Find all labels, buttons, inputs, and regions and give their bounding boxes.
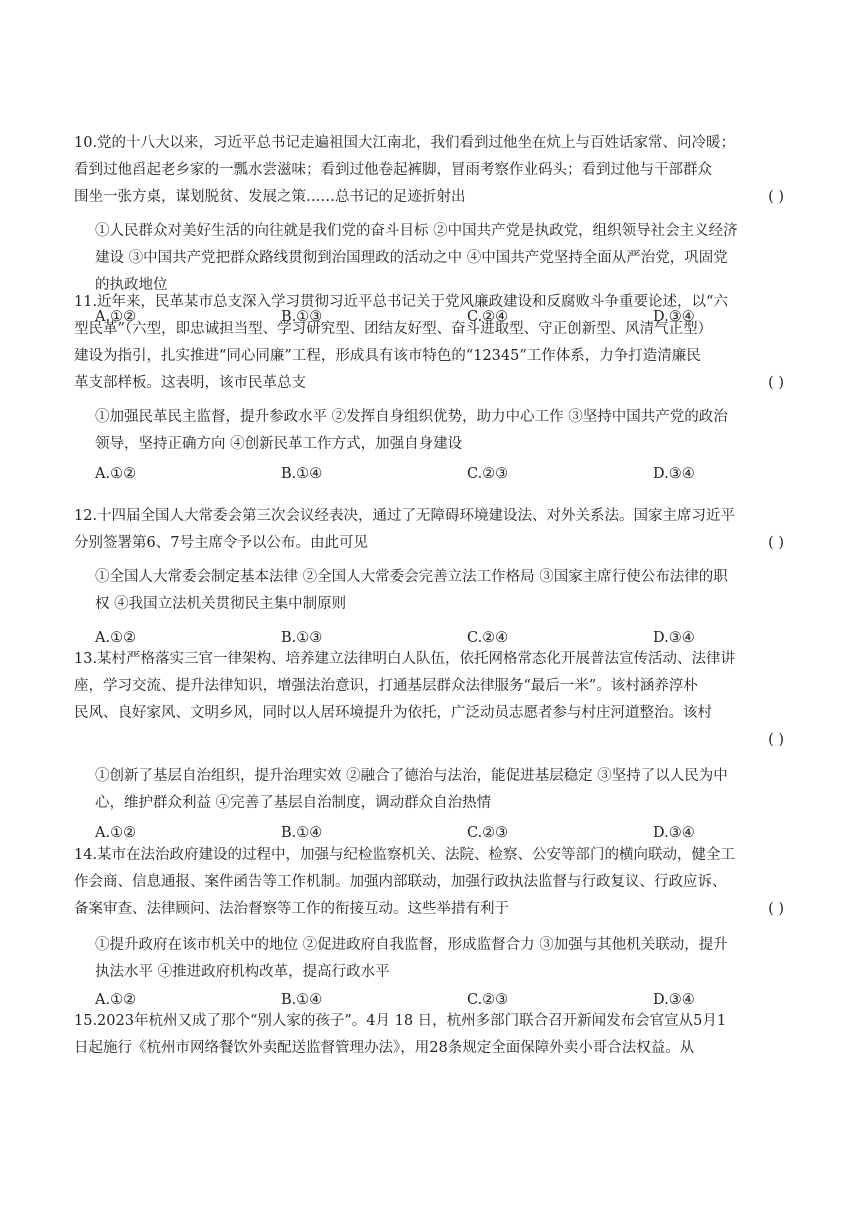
question-11-stem-text: 革支部样板。这表明，该市民革总支 <box>74 375 306 391</box>
question-12-stem-text: 分别签署第6、7号主席令予以公布。由此可见 <box>74 535 368 551</box>
choice-c[interactable]: C.②③ <box>467 825 509 841</box>
question-15-stem-line: 15.2023年杭州又成了那个“别人家的孩子”。4月 18 日，杭州多部门联合召开新闻发布会官宣从5月1 <box>74 1013 727 1029</box>
question-13 <box>74 646 784 847</box>
answer-bracket: ( ) <box>768 901 784 917</box>
choice-c[interactable]: C.②③ <box>467 992 509 1008</box>
question-11 <box>74 289 784 488</box>
question-14-stem-line <box>74 896 784 923</box>
question-14-option-line: 执法水平 ④推进政府机构改革，提高行政水平 <box>95 964 390 980</box>
question-11-stem-line: 建设为指引，扎实推进“同心同廉”工程，形成具有该市特色的“12345”工作体系，力争打造清廉民 <box>74 348 701 364</box>
question-14-stem-text: 备案审查、法律顾问、法治督察等工作的衔接互动。这些举措有利于 <box>74 901 509 917</box>
question-12-option-line: 权 ④我国立法机关贯彻民主集中制原则 <box>95 596 347 612</box>
choice-c[interactable]: C.②④ <box>467 309 509 325</box>
choice-b[interactable]: B.①④ <box>281 992 323 1008</box>
question-13-stem-line: 座，学习交流、提升法律知识，增强法治意识，打通基层群众法律服务“最后一米”。该村涵养淳朴 <box>74 678 698 694</box>
choice-c[interactable]: C.②③ <box>467 466 509 482</box>
answer-bracket: ( ) <box>768 535 784 551</box>
question-13-stem-line: 民风、良好家风、文明乡风，同时以人居环境提升为依托，广泛动员志愿者参与村庄河道整治。该村 <box>74 705 712 721</box>
question-11-option-line: 领导，坚持正确方向 ④创新民革工作方式，加强自身建设 <box>95 436 463 452</box>
answer-bracket: ( ) <box>768 189 784 205</box>
choice-b[interactable]: B.①④ <box>281 466 323 482</box>
question-13-option-line: ①创新了基层自治组织，提升治理实效 ②融合了德治与法治，能促进基层稳定 ③坚持了以人民为中 <box>95 768 728 784</box>
question-10-stem-line: 10.党的十八大以来，习近平总书记走遍祖国大江南北，我们看到过他坐在炕上与百姓话家常、问冷暖； <box>74 135 736 151</box>
choice-c[interactable]: C.②④ <box>467 630 509 646</box>
choice-b[interactable]: B.①③ <box>281 309 323 325</box>
question-11-stem-line: 11.近年来，民革某市总支深入学习贯彻习近平总书记关于党风廉政建设和反腐败斗争重要论述，以“六 <box>74 294 728 310</box>
question-12-stem-line <box>74 530 784 557</box>
choice-a[interactable]: A.①② <box>95 630 137 646</box>
choice-d[interactable]: D.③④ <box>653 992 695 1008</box>
question-14-stem-line: 14.某市在法治政府建设的过程中，加强与纪检监察机关、法院、检察、公安等部门的横向联动，健全工 <box>74 847 736 863</box>
question-11-choices <box>95 461 784 488</box>
question-10-stem-line <box>74 184 784 211</box>
question-14-option-line: ①提升政府在该市机关中的地位 ②促进政府自我监督，形成监督合力 ③加强与其他机关联动，提升 <box>95 937 728 953</box>
question-15-stem-line: 日起施行《杭州市网络餐饮外卖配送监督管理办法》，用28条规定全面保障外卖小哥合法权益。从 <box>74 1040 695 1056</box>
question-11-stem-line: 型民革”（六型，即忠诚担当型、学习研究型、团结友好型、奋斗进取型、守正创新型、风清气正型） <box>74 321 713 337</box>
question-10-option-line: 的执政地位 <box>95 277 168 293</box>
choice-b[interactable]: B.①③ <box>281 630 323 646</box>
question-13-stem-line: 13.某村严格落实三官一律架构、培养建立法律明白人队伍，依托网格常态化开展普法宣传活动、法律讲 <box>74 651 736 667</box>
question-10-option-line: ①人民群众对美好生活的向往就是我们党的奋斗目标 ②中国共产党是执政党，组织领导社会主义经济 <box>95 223 738 239</box>
question-12-stem-line: 12.十四届全国人大常委会第三次会议经表决，通过了无障碍环境建设法、对外关系法。国家主席习近平 <box>74 508 736 524</box>
choice-d[interactable]: D.③④ <box>653 466 695 482</box>
question-11-stem-line <box>74 370 784 397</box>
choice-b[interactable]: B.①④ <box>281 825 323 841</box>
question-12-option-line: ①全国人大常委会制定基本法律 ②全国人大常委会完善立法工作格局 ③国家主席行使公布法律的职 <box>95 569 728 585</box>
choice-a[interactable]: A.①② <box>95 466 137 482</box>
question-13-option-line: 心，维护群众利益 ④完善了基层自治制度，调动群众自治热情 <box>95 795 492 811</box>
question-13-stem-line <box>74 727 784 754</box>
answer-bracket: ( ) <box>768 375 784 391</box>
question-10-option-line: 建设 ③中国共产党把群众路线贯彻到治国理政的活动之中 ④中国共产党坚持全面从严治党，巩固党 <box>95 250 728 266</box>
choice-a[interactable]: A.①② <box>95 992 137 1008</box>
choice-d[interactable]: D.③④ <box>653 825 695 841</box>
choice-a[interactable]: A.①② <box>95 825 137 841</box>
question-11-option-line: ①加强民革民主监督，提升参政水平 ②发挥自身组织优势，助力中心工作 ③坚持中国共产党的政治 <box>95 409 728 425</box>
choice-d[interactable]: D.③④ <box>653 630 695 646</box>
question-14-stem-line: 作会商、信息通报、案件函告等工作机制。加强内部联动，加强行政执法监督与行政复议、行政应诉、 <box>74 874 727 890</box>
choice-d[interactable]: D.③④ <box>653 309 695 325</box>
question-14 <box>74 842 784 1014</box>
answer-bracket: ( ) <box>768 732 784 748</box>
question-10-stem-line: 看到过他舀起老乡家的一瓢水尝滋味；看到过他卷起裤脚，冒雨考察作业码头；看到过他与干部群众 <box>74 162 712 178</box>
question-15 <box>74 1008 784 1062</box>
question-12 <box>74 503 784 652</box>
choice-a[interactable]: A.①② <box>95 309 137 325</box>
question-10-stem-text: 围坐一张方桌，谋划脱贫、发展之策……总书记的足迹折射出 <box>74 189 466 205</box>
